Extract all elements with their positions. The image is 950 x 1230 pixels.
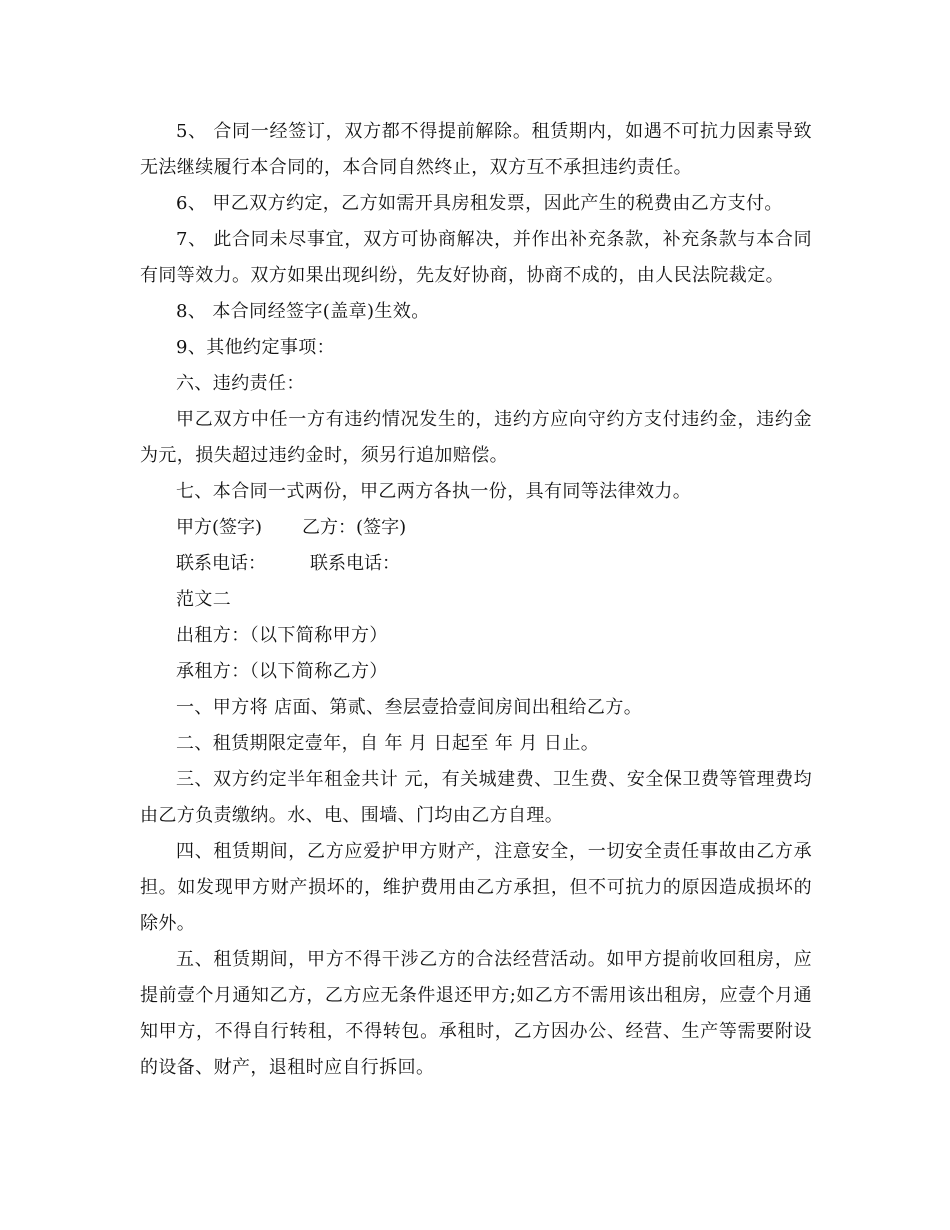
contract-body <box>140 114 812 1086</box>
clause-8: 8、 本合同经签字(盖章)生效。 <box>176 301 430 322</box>
lessee-line: 承租方：（以下简称乙方） <box>176 661 388 682</box>
phone-row <box>140 546 812 582</box>
article-2: 二、租赁期限定壹年，自 年 月 日起至 年 月 日止。 <box>176 733 600 754</box>
party-a-phone-label: 联系电话： <box>176 553 266 574</box>
clause-9: 9、其他约定事项： <box>176 337 336 358</box>
party-a-signature-label: 甲方(签字) <box>176 517 263 538</box>
article-1: 一、甲方将 店面、第贰、叁层壹拾壹间房间出租给乙方。 <box>176 697 643 718</box>
article-4: 四、租赁期间，乙方应爱护甲方财产，注意安全，一切安全责任事故由乙方承担。如发现甲方财产损坏的，维护费用由乙方承担，但不可抗力的原因造成损坏的除外。 <box>140 841 812 934</box>
article-5: 五、租赁期间，甲方不得干涉乙方的合法经营活动。如甲方提前收回租房，应提前壹个月通知乙方，乙方应无条件退还甲方;如乙方不需用该出租房，应壹个月通知甲方，不得自行转租，不得转包。承租时，乙方因办公、经营、生产等需要附设的设备、财产，退租时应自行拆回。 <box>140 949 812 1078</box>
breach-clause: 甲乙双方中任一方有违约情况发生的，违约方应向守约方支付违约金，违约金为元，损失超过违约金时，须另行追加赔偿。 <box>140 409 812 466</box>
party-b-phone-label: 联系电话： <box>310 553 400 574</box>
section-heading-breach: 六、违约责任： <box>176 373 305 394</box>
copies-clause: 七、本合同一式两份，甲乙两方各执一份，具有同等法律效力。 <box>176 481 692 502</box>
signature-row <box>140 510 812 546</box>
sample-two-title: 范文二 <box>176 589 232 610</box>
party-b-signature-label: 乙方：(签字) <box>302 517 407 538</box>
lessor-line: 出租方：（以下简称甲方） <box>176 625 388 646</box>
clause-7: 7、 此合同未尽事宜，双方可协商解决，并作出补充条款，补充条款与本合同有同等效力。双方如果出现纠纷，先友好协商，协商不成的，由人民法院裁定。 <box>140 229 812 286</box>
clause-5: 5、 合同一经签订，双方都不得提前解除。租赁期内，如遇不可抗力因素导致无法继续履行本合同的，本合同自然终止，双方互不承担违约责任。 <box>140 121 812 178</box>
clause-6: 6、 甲乙双方约定，乙方如需开具房租发票，因此产生的税费由乙方支付。 <box>176 193 783 214</box>
article-3: 三、双方约定半年租金共计 元，有关城建费、卫生费、安全保卫费等管理费均由乙方负责缴纳。水、电、围墙、门均由乙方自理。 <box>140 769 812 826</box>
